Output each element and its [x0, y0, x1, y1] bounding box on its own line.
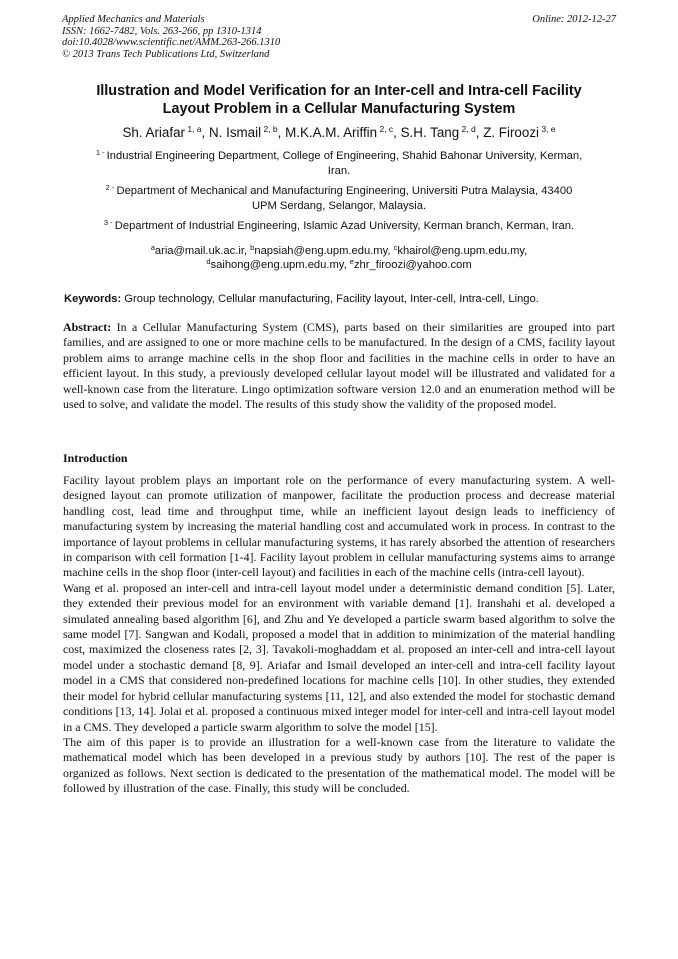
online-date: Online: 2012-12-27: [532, 14, 616, 25]
journal-copyright: © 2013 Trans Tech Publications Ltd, Switzerland: [62, 48, 270, 60]
author-name: Sh. Ariafar: [122, 125, 185, 140]
paragraph: Wang et al. proposed an inter-cell and intra-cell layout model under a deterministic demand condition [5]. Later, they extended their previous model for an environment with variable demand [1]. Iranshahi et al. developed a simulated annealing based algorithm [6], and Zhu and Ye developed a particle swarm based algorithm to solve the same model [7]. Sangwan and Kodali, proposed a model that in addition to minimization of the material handling cost, maximized the closeness rates [2, 3]. Tavakoli-moghaddam et al. proposed an inter-cell and intra-cell layout model under a stochastic demand [8, 9]. Ariafar and Ismail developed an inter-cell and intra-cell facility layout model in a CMS that considered non-predefined locations for machine cells [10]. In other studies, they extended their model for hybrid cellular manufacturing systems [11, 12], and also extended the model for stochastic demand conditions [13, 14]. Jolai et al. proposed a continuous mixed integer model for inter-cell and intra-cell layout model in a CMS. They developed a particle swarm algorithm to solve the model [15].: [63, 580, 615, 734]
email-link[interactable]: zhr_firoozi@yahoo.com: [353, 259, 472, 271]
affiliation-text: Industrial Engineering Department, College of Engineering, Shahid Bahonar University, Kerman,: [106, 150, 583, 162]
email-link[interactable]: saihong@eng.upm.edu.my,: [210, 259, 347, 271]
email-link[interactable]: aria@mail.uk.ac.ir,: [154, 245, 248, 257]
author-sup: 3, e: [539, 124, 556, 134]
journal-header: [62, 14, 616, 60]
email-link[interactable]: khairol@eng.upm.edu.my,: [397, 245, 528, 257]
author-list: Sh. Ariafar $^{1, a}$, N. Ismail $^{2, b}$, M.K.A.M. Ariffin $^{2, c}$, S.H. Tang $^{2, d}$, Z. Firoozi $^{3, e}$: [122, 124, 556, 140]
affiliation-sup: 2 -: [105, 183, 117, 192]
introduction-body: [63, 473, 615, 797]
abstract-text: In a Cellular Manufacturing System (CMS), parts based on their similarities are grouped into part families, and are assigned to one or more machine cells to be manufactured. In the design of a CMS, facility layout problem aims to arrange machine cells in the shop floor and facilities in the machine cells in order to have an efficient layout. In this study, a previously developed cellular layout model will be illustrated and validated for a well-known case from the literature. Lingo optimization software version 12.0 and an enumeration method will be used to solve, and validate the model. The results of this study show the validity of the proposed model.: [63, 320, 615, 412]
author-name: Z. Firoozi: [483, 125, 539, 140]
abstract: [63, 320, 615, 412]
paragraph: Facility layout problem plays an important role on the performance of every manufacturing system. A well-designed layout can promote utilization of manpower, facilitate the production process and decrease material handling cost, lead time and throughput time, while an inefficient layout design leads to inefficiency of manufacturing system by increasing the material handling cost and accumulated work in process. In contrast to the importance of layout problems in cellular manufacturing systems, it has rarely absorbed the attention of researchers in comparison with cell formation [1-4]. Facility layout problem in cellular manufacturing systems aims to arrange machine cells in the shop floor (inter-cell layout) and facilities in each of the machine cells (intra-cell layout).: [63, 473, 615, 580]
journal-doi: doi:10.4028/www.scientific.net/AMM.263-266.1310: [62, 37, 281, 48]
author-emails: $^a$aria@mail.uk.ac.ir, $^b$napsiah@eng.upm.edu.my, $^c$khairol@eng.upm.edu.my, $^d$saihong@eng.upm.edu.my, $^e$zhr_firoozi@yahoo.com: [150, 243, 528, 271]
author-name: S.H. Tang: [400, 125, 460, 140]
keywords: [64, 292, 618, 306]
abstract-label: Abstract:: [63, 320, 112, 334]
title-line-2: Layout Problem in a Cellular Manufacturing System: [162, 101, 516, 117]
affiliation-3: [60, 219, 618, 234]
paragraph: The aim of this paper is to provide an illustration for a well-known case from the literature to validate the mathematical model which has been developed in a previous study by authors [10]. The rest of the paper is organized as follows. Next section is dedicated to the presentation of the mathematical model. The model will be followed by illustration of the case. Finally, this study will be concluded.: [63, 734, 615, 796]
affiliation-text: UPM Serdang, Selangor, Malaysia.: [251, 200, 427, 212]
email-link[interactable]: napsiah@eng.upm.edu.my,: [254, 245, 391, 257]
paper-title: [50, 82, 628, 118]
affiliation-text: Iran.: [327, 165, 351, 177]
journal-name: Applied Mechanics and Materials: [62, 14, 205, 25]
affiliation-2: [60, 184, 618, 214]
title-line-1: Illustration and Model Verification for an Inter-cell and Intra-cell Facility: [96, 83, 582, 99]
affiliation-text: Department of Mechanical and Manufacturing Engineering, Universiti Putra Malaysia, 43400: [116, 185, 573, 197]
keywords-label: Keywords:: [64, 293, 122, 305]
journal-issn: ISSN: 1662-7482, Vols. 263-266, pp 1310-1314: [62, 25, 262, 37]
author-name: M.K.A.M. Ariffin: [285, 125, 378, 140]
author-sup: 1, a: [184, 124, 202, 134]
keywords-text: Group technology, Cellular manufacturing, Facility layout, Inter-cell, Intra-cell, Lingo.: [121, 293, 539, 305]
affiliation-sup: 1 -: [95, 148, 107, 157]
author-sup: 2, c: [377, 124, 394, 134]
section-heading-introduction: Introduction: [63, 451, 128, 465]
author-sup: 2, d: [459, 124, 476, 134]
author-sup: 2, b: [261, 124, 278, 134]
affiliation-text: Department of Industrial Engineering, Islamic Azad University, Kerman branch, Kerman, Iran.: [114, 220, 575, 232]
affiliation-1: [60, 149, 618, 179]
author-name: N. Ismail: [208, 125, 262, 140]
affiliation-sup: 3 -: [103, 218, 115, 227]
